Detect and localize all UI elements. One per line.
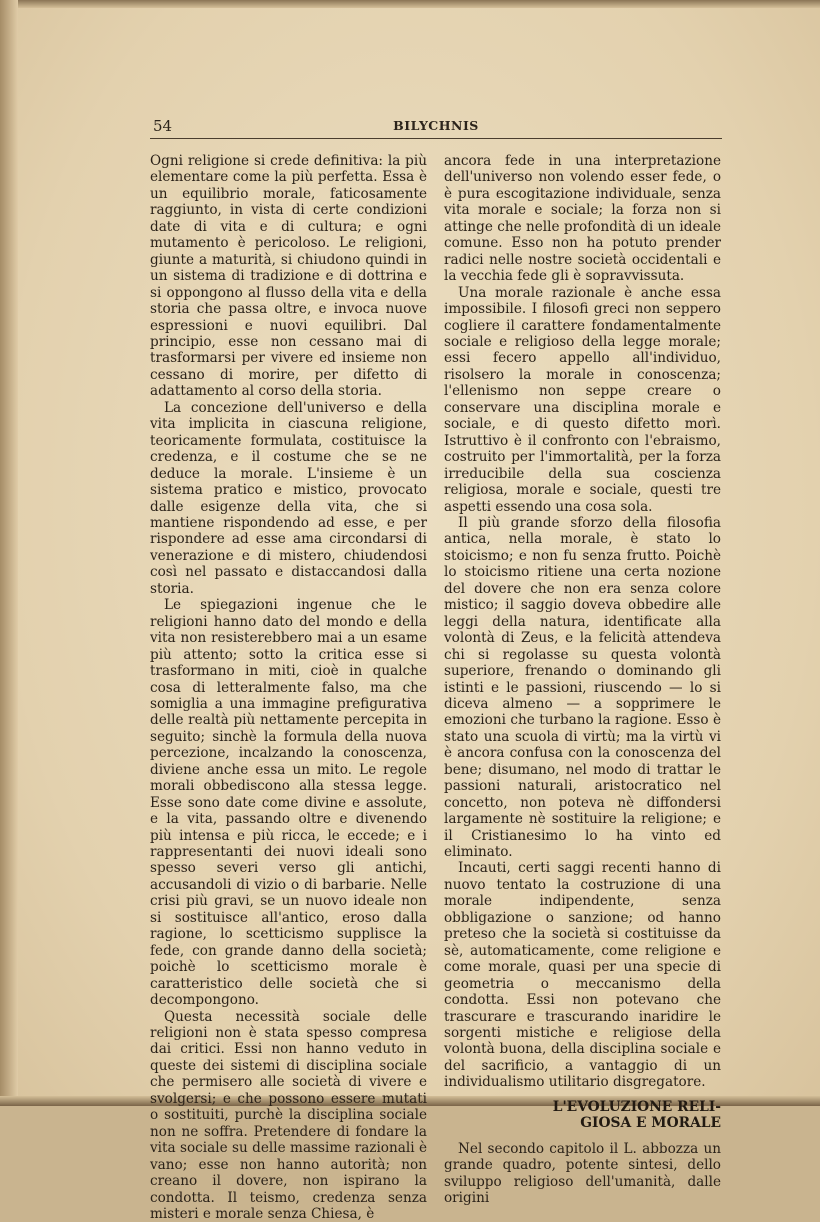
running-head: BILYCHNIS: [393, 118, 479, 133]
page-number: 54: [153, 117, 173, 135]
page-left-edge: [0, 0, 18, 1106]
right-column: [444, 153, 721, 1207]
section-heading-line: L'EVOLUZIONE RELI-: [552, 1098, 721, 1115]
paragraph: Le spiegazioni ingenue che le religioni hanno dato del mondo e della vita non resisterebbero mai a un esame più attento; sotto la critica esse si trasformano in miti, cioè in qualche cosa di letteralmente falso, ma che somiglia a una immagine prefigurativa delle realtà più nettamente percepita in seguito; sinchè la formula della nuova percezione, incalzando la conoscenza, diviene anche essa un mito. Le regole morali obbediscono alla stessa legge. Esse sono date come divine e assolute, e la vita, passando oltre e divenendo più intensa e più ricca, le eccede; e i rappresentanti dei nuovi ideali sono spesso severi verso gli antichi, accusandoli di vizio o di barbarie. Nelle crisi più gravi, se un nuovo ideale non si sostituisce all'antico, eroso dalla ragione, lo scetticismo supplisce la fede, con grande danno della società; poichè lo scetticismo morale è caratteristico delle società che si decompongono.: [150, 597, 427, 1009]
page-top-edge: [0, 0, 820, 8]
section-heading: [444, 1099, 721, 1132]
paragraph: La concezione dell'universo e della vita implicita in ciascuna religione, teoricamente formulata, costituisce la credenza, e il costume che se ne deduce la morale. L'insieme è un sistema pratico e mistico, provocato dalle esigenze della vita, che si mantiene rispondendo ad esse, e per rispondere ad esse ama circondarsi di venerazione e di mistero, chiudendosi così nel passato e distaccandosi dalla storia.: [150, 399, 427, 597]
paragraph: Questa necessità sociale delle religioni non è stata spesso compresa dai critici. Essi non hanno veduto in queste dei sistemi di disciplina sociale che permisero alle società di vivere e svolgersi; e che possono essere mutati o sostituiti, purchè la disciplina sociale non ne soffra. Pretendere di fondare la vita sociale su delle massime razionali è vano; esse non hanno autorità; non creano il dovere, non ispirano la condotta. Il teismo, credenza senza misteri e morale senza Chiesa, è: [150, 1008, 427, 1222]
paragraph: Il più grande sforzo della filosofia antica, nella morale, è stato lo stoicismo; e non fu senza frutto. Poichè lo stoicismo ritiene una certa nozione del dovere che non era senza colore mistico; il saggio doveva obbedire alle leggi della natura, identificate alla volontà di Zeus, e la felicità attendeva chi si regolasse su questa volontà superiore, frenando o dominando gli istinti e le passioni, riuscendo — lo si diceva almeno — a sopprimere le emozioni che turbano la ragione. Esso è stato una scuola di virtù; ma la virtù vi è ancora confusa con la conoscenza del bene; disumano, nel modo di trattar le passioni naturali, aristocratico nel concetto, non poteva nè diffondersi largamente nè sostituire la religione; e il Cristianesimo lo ha vinto ed eliminato.: [444, 514, 721, 861]
paragraph: Ogni religione si crede definitiva: la più elementare come la più perfetta. Essa è un equilibrio morale, faticosamente raggiunto, in vista di certe condizioni date di vita e di cultura; e ogni mutamento è pericoloso. Le religioni, giunte a maturità, si chiudono quindi in un sistema di tradizione e di dottrina e si oppongono al flusso della vita e della storia che passa oltre, e invoca nuove espressioni e nuovi equilibri. Dal principio, esse non cessano mai di trasformarsi per vivere ed insieme non cessano di morire, per difetto di adattamento al corso della storia.: [150, 153, 427, 400]
paragraph: Una morale razionale è anche essa impossibile. I filosofi greci non seppero cogliere il carattere fondamentalmente sociale e religioso della legge morale; essi fecero appello all'individuo, risolsero la morale in conoscenza; l'ellenismo non seppe creare o conservare una disciplina morale e sociale, e di questo difetto morì. Istruttivo è il confronto con l'ebraismo, costruito per l'immortalità, per la forza irreducibile della sua coscienza religiosa, morale e sociale, questi tre aspetti essendo una cosa sola.: [444, 284, 721, 515]
page-header: [150, 116, 722, 139]
section-heading-line: GIOSA E MORALE: [580, 1115, 721, 1132]
paragraph: Nel secondo capitolo il L. abbozza un grande quadro, potente sintesi, dello sviluppo religioso dell'umanità, dalle origini: [444, 1140, 721, 1207]
left-column: [150, 153, 427, 1222]
paragraph: ancora fede in una interpretazione dell'universo non volendo esser fede, o è pura escogitazione individuale, senza vita morale e sociale; la forza non si attinge che nelle profondità di un ideale comune. Esso non ha potuto prender radici nelle nostre società occidentali e la vecchia fede gli è sopravvissuta.: [444, 153, 721, 285]
paragraph: Incauti, certi saggi recenti hanno di nuovo tentato la costruzione di una morale indipendente, senza obbligazione o sanzione; od hanno preteso che la società si costituisse da sè, automaticamente, come religione e come morale, quasi per una specie di geometria o meccanismo della condotta. Essi non potevano che trascurare e trascurando inaridire le sorgenti mistiche e religiose della volontà buona, della disciplina sociale e del sacrificio, a vantaggio di un individualismo utilitario disgregatore.: [444, 860, 721, 1091]
